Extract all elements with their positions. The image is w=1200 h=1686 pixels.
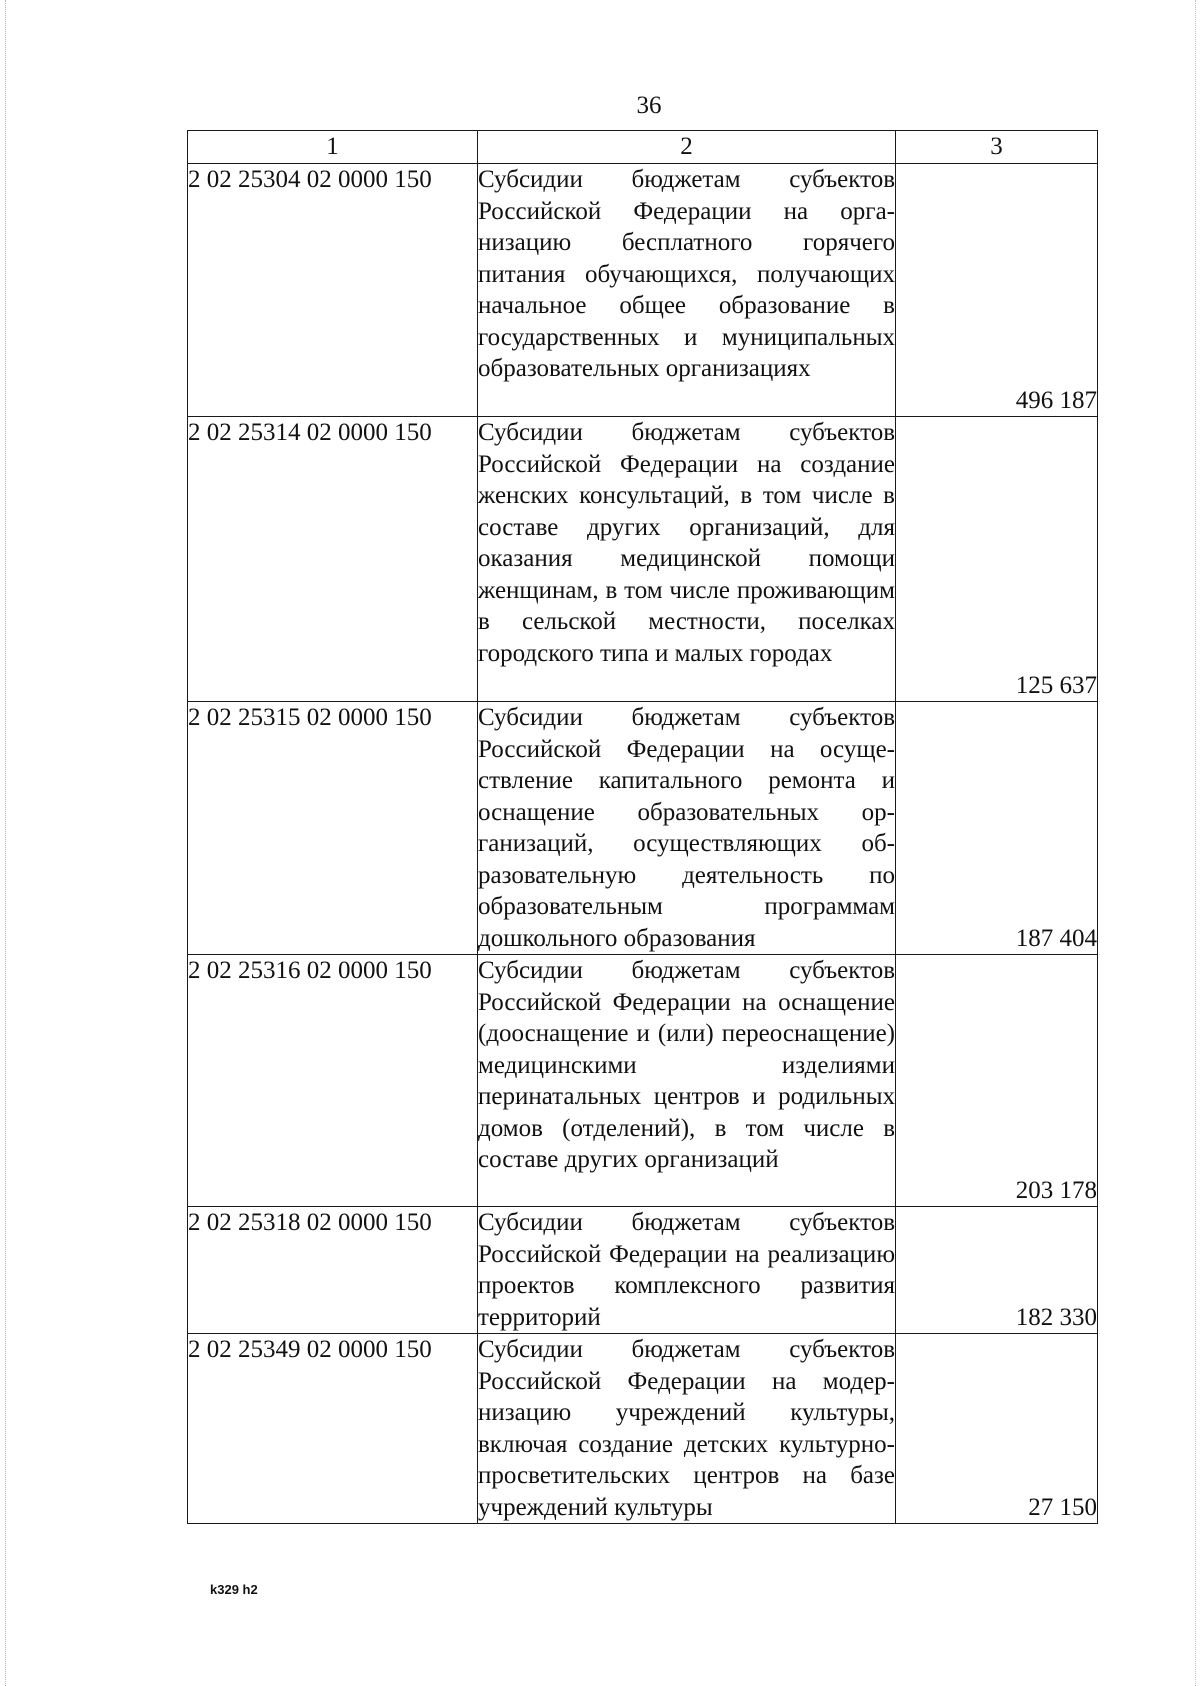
revenue-name-cell: Субсидии бюджетам субъектов Российской Федерации на создание женских консультаций, в том числе в составе других организаций, для оказания медицинской помощи женщинам, в том числе проживающим в сельской местности, поселках городского типа и малых городах: [478, 417, 896, 702]
table-row: [188, 164, 1098, 417]
budget-code-cell: 2 02 25314 02 0000 150: [188, 417, 478, 702]
page-number: 36: [636, 92, 662, 119]
scan-edge-left: [5, 0, 6, 1686]
budget-table-container: [187, 130, 1097, 1524]
budget-code-cell: 2 02 25304 02 0000 150: [188, 164, 478, 417]
table-row: [188, 1207, 1098, 1334]
budget-code-cell: 2 02 25349 02 0000 150: [188, 1334, 478, 1524]
amount-cell: 182 330: [896, 1207, 1098, 1334]
document-footer-code: k329 h2: [210, 1582, 258, 1597]
amount-cell: 125 637: [896, 417, 1098, 702]
scan-edge-right: [1195, 0, 1196, 1686]
budget-code-cell: 2 02 25316 02 0000 150: [188, 955, 478, 1207]
table-row: [188, 417, 1098, 702]
amount-cell: 187 404: [896, 702, 1098, 955]
revenue-name-cell: Субсидии бюджетам субъектов Российской Федерации на модернизацию учреждений культуры, включая создание детских культурно-просветительских центров на базе учреждений культуры: [478, 1334, 896, 1524]
table-row: [188, 702, 1098, 955]
column-header-name: 2: [478, 131, 896, 164]
revenue-name-cell: Субсидии бюджетам субъектов Российской Федерации на организацию бесплатного горячего питания обучающихся, получающих начальное общее образование в государственных и муниципальных образовательных организациях: [478, 164, 896, 417]
amount-cell: 203 178: [896, 955, 1098, 1207]
column-header-code: 1: [188, 131, 478, 164]
column-header-amount: 3: [896, 131, 1098, 164]
revenue-name-cell: Субсидии бюджетам субъектов Российской Федерации на осуществление капитального ремонта и оснащение образовательных организаций, осуществляющих образовательную деятельность по образовательным программам дошкольного образования: [478, 702, 896, 955]
budget-code-cell: 2 02 25315 02 0000 150: [188, 702, 478, 955]
revenue-name-cell: Субсидии бюджетам субъектов Российской Федерации на оснащение (дооснащение и (или) переоснащение) медицинскими изделиями перинатальных центров и родильных домов (отделений), в том числе в составе других организаций: [478, 955, 896, 1207]
budget-table: [187, 130, 1098, 1524]
table-header-row: [188, 131, 1098, 164]
table-row: [188, 1334, 1098, 1524]
revenue-name-cell: Субсидии бюджетам субъектов Российской Федерации на реализацию проектов комплексного развития территорий: [478, 1207, 896, 1334]
amount-cell: 496 187: [896, 164, 1098, 417]
budget-code-cell: 2 02 25318 02 0000 150: [188, 1207, 478, 1334]
table-row: [188, 955, 1098, 1207]
amount-cell: 27 150: [896, 1334, 1098, 1524]
